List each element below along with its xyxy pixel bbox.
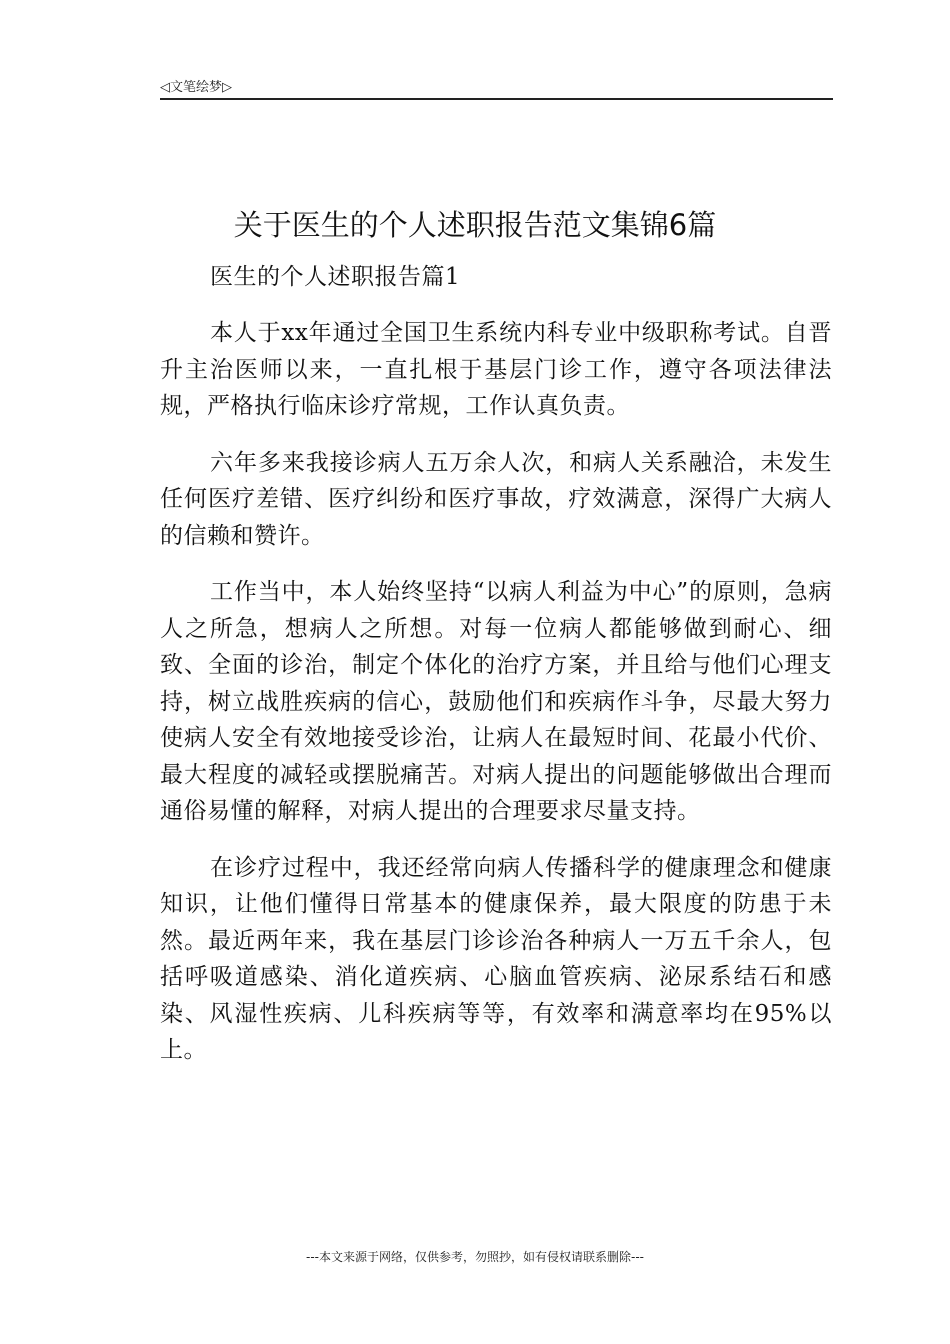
paragraph: 六年多来我接诊病人五万余人次，和病人关系融洽，未发生任何医疗差错、医疗纠纷和医疗事故，疗效满意，深得广大病人的信赖和赞许。 <box>160 449 832 549</box>
page-header <box>160 72 833 100</box>
paragraph: 在诊疗过程中，我还经常向病人传播科学的健康理念和健康知识，让他们懂得日常基本的健康保养，最大限度的防患于未然。最近两年来，我在基层门诊诊治各种病人一万五千余人，包括呼吸道感染、消化道疾病、心脑血管疾病、泌尿系结石和感染、风湿性疾病、儿科疾病等等，有效率和满意率均在95%以上。 <box>160 854 832 1063</box>
page-footer-disclaimer: ---本文来源于网络，仅供参考，勿照抄，如有侵权请联系删除--- <box>306 1250 644 1264</box>
document-title: 关于医生的个人述职报告范文集锦6篇 <box>233 208 717 242</box>
header-brand: ◁文笔绘梦▷ <box>160 80 232 95</box>
paragraph: 本人于xx年通过全国卫生系统内科专业中级职称考试。自晋升主治医师以来，一直扎根于基层门诊工作，遵守各项法律法规，严格执行临床诊疗常规，工作认真负责。 <box>160 320 832 419</box>
paragraph: 工作当中，本人始终坚持“以病人利益为中心”的原则，急病人之所急，想病人之所想。对每一位病人都能够做到耐心、细致、全面的诊治，制定个体化的治疗方案，并且给与他们心理支持，树立战胜疾病的信心，鼓励他们和疾病作斗争，尽最大努力使病人安全有效地接受诊治，让病人在最短时间、花最小代价、最大程度的减轻或摆脱痛苦。对病人提出的问题能够做出合理而通俗易懂的解释，对病人提出的合理要求尽量支持。 <box>160 579 832 824</box>
document-body <box>160 259 832 1069</box>
section-subtitle: 医生的个人述职报告篇1 <box>210 264 461 290</box>
